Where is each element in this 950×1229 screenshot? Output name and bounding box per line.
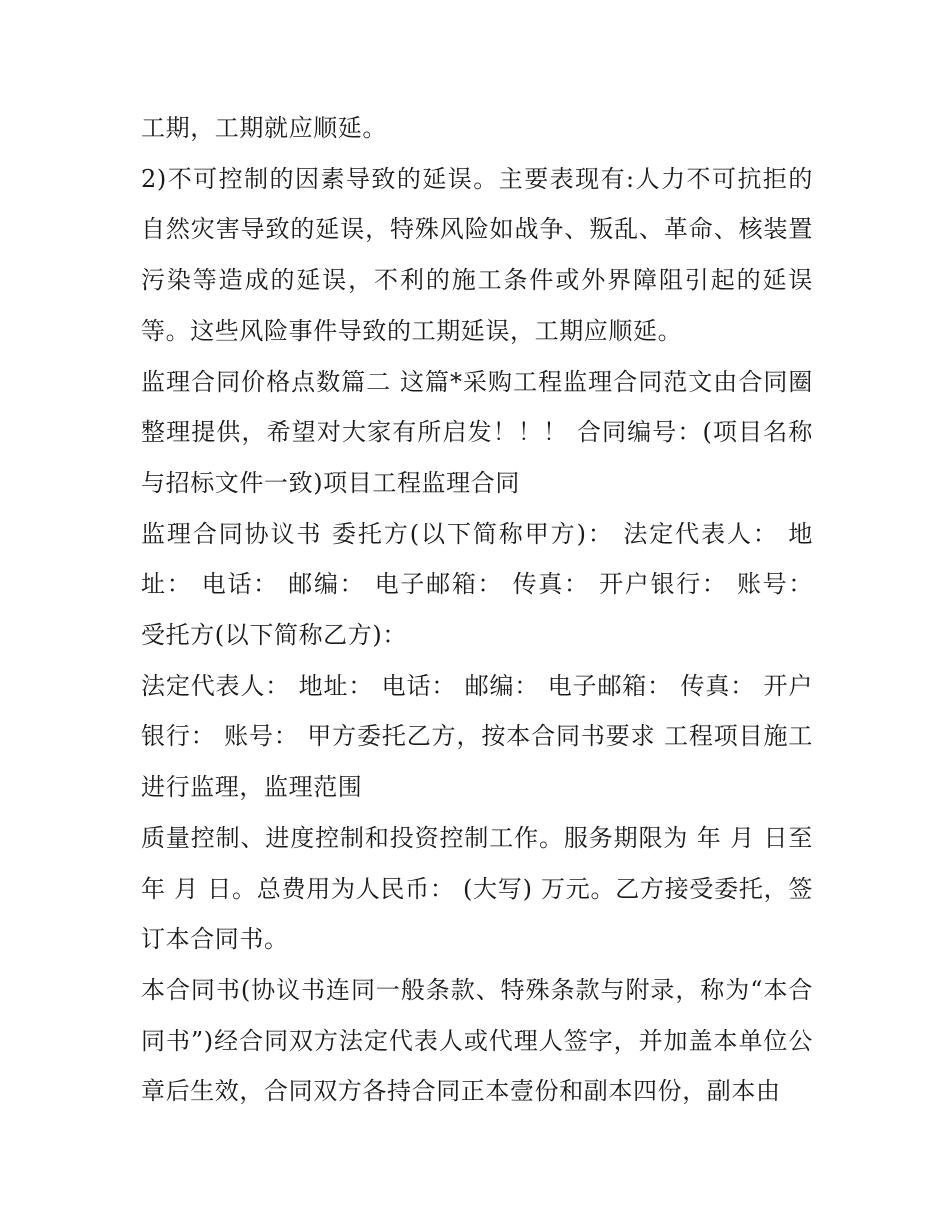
paragraph-1: 工期，工期就应顺延。 [141, 114, 387, 142]
paragraph-4: 监理合同协议书 委托方(以下简称甲方)： 法定代表人： 地址： 电话： 邮编： 电子邮箱： 传真： 开户银行： 账号： 受托方(以下简称乙方)： [141, 519, 813, 650]
paragraph-7: 本合同书(协议书连同一般条款、特殊条款与附录，称为“本合同书”)经合同双方法定代表人或代理人签字，并加盖本单位公章后生效，合同双方各持合同正本壹份和副本四份，副本由 [141, 975, 813, 1106]
document-body [141, 103, 813, 1117]
paragraph-6: 质量控制、进度控制和投资控制工作。服务期限为 年 月 日至 年 月 日。总费用为人民币： (大写) 万元。乙方接受委托，签订本合同书。 [141, 823, 813, 954]
paragraph-5: 法定代表人： 地址： 电话： 邮编： 电子邮箱： 传真： 开户银行： 账号： 甲方委托乙方，按本合同书要求 工程项目施工进行监理，监理范围 [141, 671, 813, 802]
paragraph-2: 2)不可控制的因素导致的延误。主要表现有:人力不可抗拒的自然灾害导致的延误，特殊风险如战争、叛乱、革命、核装置污染等造成的延误，不利的施工条件或外界障阻引起的延误等。这些风险事件导致的工期延误，工期应顺延。 [141, 164, 813, 345]
paragraph-3: 监理合同价格点数篇二 这篇*采购工程监理合同范文由合同圈整理提供，希望对大家有所启发！！！ 合同编号：(项目名称与招标文件一致)项目工程监理合同 [141, 367, 813, 497]
